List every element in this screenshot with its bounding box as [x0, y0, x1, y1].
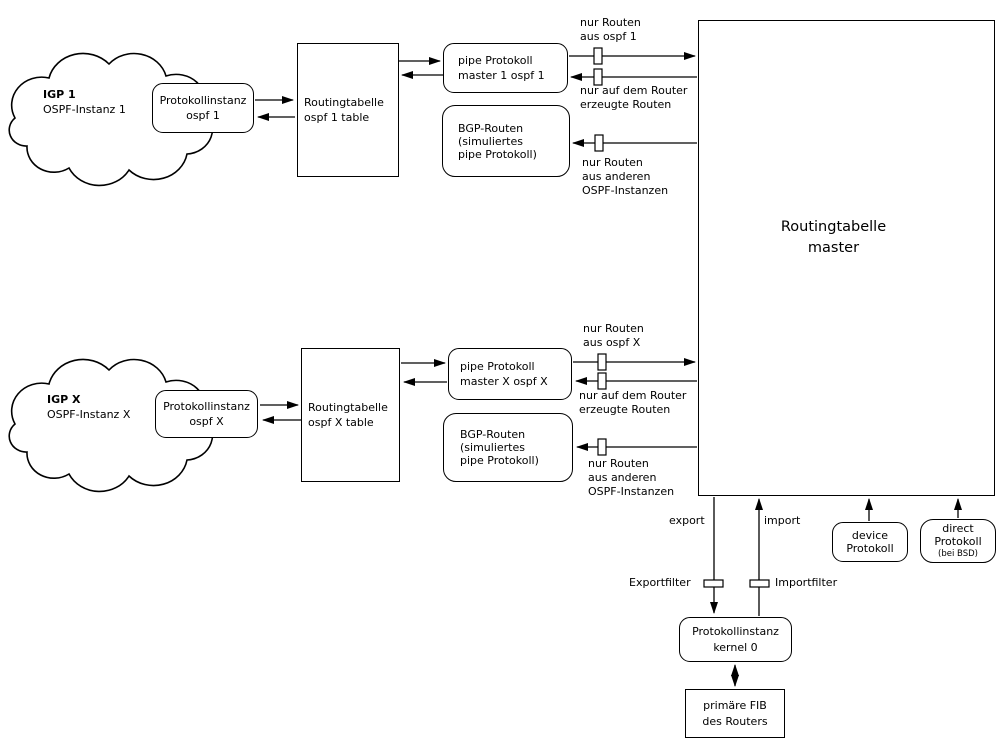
- node-line: Routingtabelle: [304, 95, 384, 109]
- node-device-protocol: [832, 522, 908, 562]
- label-igp-x: [47, 393, 130, 422]
- node-line: direct: [942, 521, 974, 535]
- node-line: master: [807, 240, 860, 256]
- edge-label-export: [669, 514, 705, 528]
- label-line: OSPF-Instanzen: [588, 485, 675, 498]
- node-line: primäre FIB: [703, 699, 767, 712]
- filter-icon: [598, 439, 606, 455]
- node-line: Protokoll: [934, 534, 982, 548]
- edge-label-router-generated-x: [579, 389, 686, 417]
- label-igp-1: [43, 88, 126, 117]
- node-routing-table-ospf-x: [301, 348, 400, 482]
- igp-1-title: IGP 1: [43, 88, 76, 101]
- node-protocol-instance-kernel: [679, 617, 792, 662]
- node-line: pipe Protokoll): [460, 454, 539, 467]
- filter-icon: [598, 373, 606, 389]
- node-line: kernel 0: [713, 640, 758, 654]
- node-line: Routingtabelle: [308, 400, 388, 414]
- label-line: nur Routen: [582, 156, 643, 169]
- node-line: master X ospf X: [460, 375, 548, 388]
- node-primary-fib: [685, 689, 785, 738]
- node-line: ospf 1 table: [304, 111, 370, 124]
- filter-icon: [594, 48, 602, 64]
- export-filter-icon: [704, 580, 723, 587]
- edge-label-other-ospf-x: [588, 457, 674, 499]
- node-direct-protocol: [920, 519, 996, 563]
- filter-icon: [594, 69, 602, 85]
- label-line: aus anderen: [588, 471, 657, 484]
- node-line: Protokollinstanz: [159, 93, 247, 107]
- label-line: Importfilter: [775, 576, 838, 589]
- node-line: Protokollinstanz: [163, 399, 250, 413]
- node-protocol-instance-ospf-x: [155, 390, 258, 438]
- label-line: import: [764, 514, 801, 527]
- master-title: [686, 217, 981, 259]
- label-line: nur Routen: [580, 16, 641, 29]
- igp-1-subtitle: OSPF-Instanz 1: [43, 102, 126, 116]
- edge-label-router-generated-1: [580, 84, 687, 112]
- node-line: ospf 1: [186, 109, 220, 122]
- node-line: des Routers: [702, 714, 768, 728]
- node-line: Protokoll: [846, 542, 894, 555]
- node-routing-table-ospf-1: [297, 43, 399, 177]
- node-line: pipe Protokoll: [460, 359, 535, 373]
- edge-label-other-ospf-1: [582, 156, 668, 198]
- node-line: Routingtabelle: [780, 219, 887, 235]
- node-line: BGP-Routen: [460, 428, 526, 441]
- import-filter-icon: [750, 580, 769, 587]
- label-line: erzeugte Routen: [580, 98, 672, 111]
- node-line: ospf X table: [308, 416, 374, 429]
- igp-x-subtitle: OSPF-Instanz X: [47, 407, 131, 421]
- label-line: nur auf dem Router: [580, 84, 688, 97]
- node-line: (simuliertes: [458, 134, 523, 148]
- node-bgp-routes-x: [443, 413, 573, 482]
- edge-label-routes-from-ospfx: [583, 322, 644, 350]
- node-line: BGP-Routen: [458, 121, 524, 135]
- label-line: nur Routen: [588, 457, 649, 470]
- node-bgp-routes-1: [442, 105, 570, 177]
- label-line: Exportfilter: [629, 576, 691, 589]
- node-line: pipe Protokoll: [458, 53, 533, 67]
- node-line: (simuliertes: [460, 441, 525, 454]
- label-line: OSPF-Instanzen: [582, 184, 669, 197]
- node-line-small: (bei BSD): [938, 548, 978, 559]
- node-protocol-instance-ospf-1: [152, 83, 254, 133]
- edge-label-importfilter: [775, 576, 837, 590]
- label-line: aus ospf 1: [580, 30, 637, 43]
- igp-x-title: IGP X: [47, 393, 81, 406]
- label-line: nur auf dem Router: [579, 389, 687, 402]
- node-pipe-protocol-master-x: [448, 348, 572, 400]
- edge-label-exportfilter: [629, 576, 691, 590]
- node-line: device: [851, 529, 889, 542]
- node-line: ospf X: [189, 415, 224, 428]
- filter-icon: [595, 135, 603, 151]
- label-line: export: [669, 514, 705, 527]
- label-line: aus anderen: [582, 170, 651, 183]
- label-line: erzeugte Routen: [579, 403, 671, 416]
- node-line: pipe Protokoll): [458, 147, 537, 161]
- edge-label-routes-from-ospf1: [580, 16, 641, 44]
- node-routing-table-master: [698, 20, 995, 496]
- label-line: aus ospf X: [583, 336, 641, 349]
- edge-label-import: [764, 514, 800, 528]
- label-line: nur Routen: [583, 322, 644, 335]
- node-pipe-protocol-master-1: [443, 43, 568, 93]
- filter-icon: [598, 354, 606, 370]
- node-line: Protokollinstanz: [692, 625, 779, 638]
- node-line: master 1 ospf 1: [458, 69, 545, 82]
